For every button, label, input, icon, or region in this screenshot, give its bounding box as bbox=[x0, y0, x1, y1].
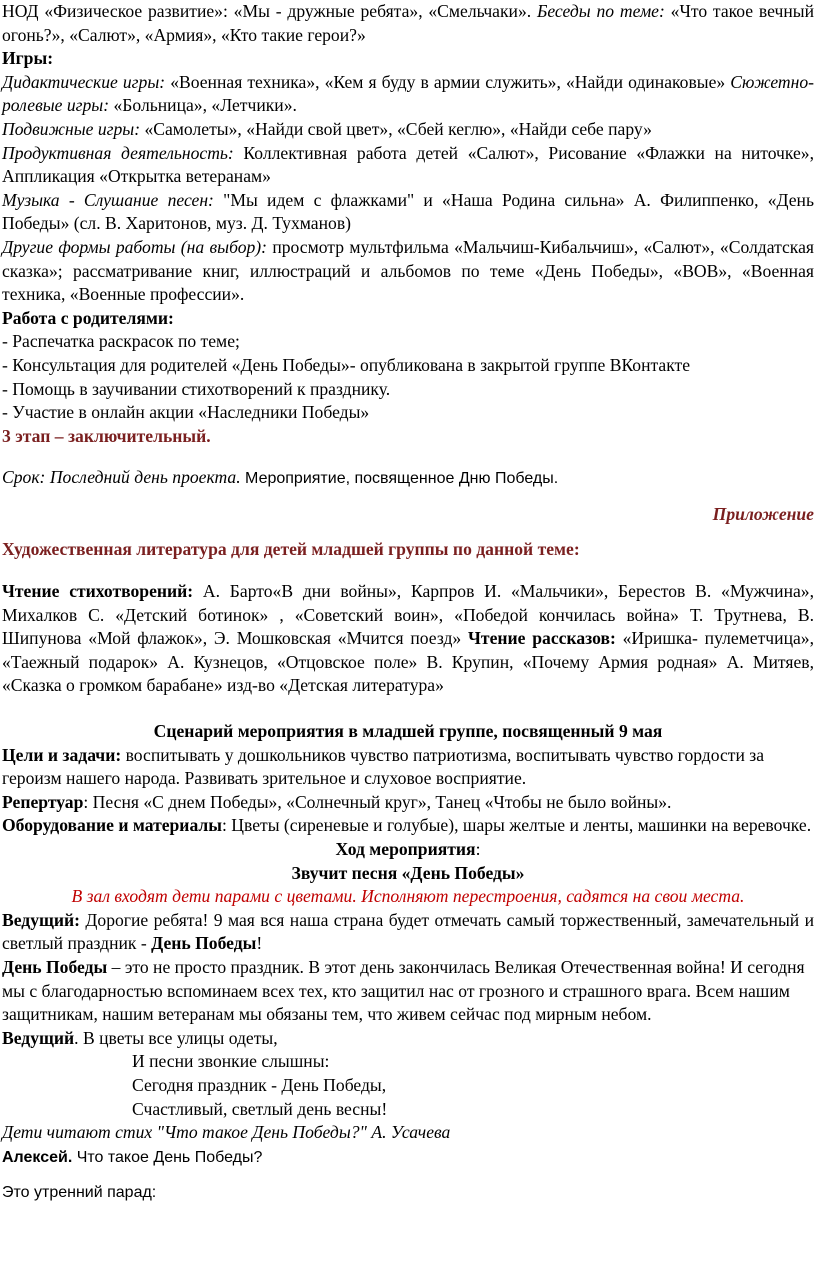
music-text: "Мы идем с флажками" и «Наша Родина сильна» А. Филиппенко, «День Победы» (сл. В. Харитонов, муз. Д. Тухманов) bbox=[2, 189, 814, 234]
term-paragraph bbox=[2, 466, 814, 491]
poem-line: Счастливый, светлый день весны! bbox=[132, 1098, 388, 1119]
parents-item: - Участие в онлайн акции «Наследники Победы» bbox=[2, 402, 370, 423]
term-text: Мероприятие, посвященное Дню Победы. bbox=[240, 470, 559, 488]
other-text: просмотр мультфильма «Мальчиш-Кибальчиш», «Салют», «Солдатская сказка»; рассматривание книг, иллюстраций и альбомов по теме «День Победы», «ВОВ», «Военная техника, «Военные профессии». bbox=[2, 236, 814, 305]
equipment-label: Оборудование и материалы bbox=[2, 815, 222, 836]
host-label: Ведущий: bbox=[2, 909, 80, 930]
active-label: Подвижные игры: bbox=[2, 118, 141, 139]
host2-paragraph bbox=[2, 1027, 814, 1051]
course-colon: : bbox=[475, 839, 481, 859]
course-label: Ход мероприятия bbox=[335, 839, 476, 859]
course-heading bbox=[2, 838, 814, 862]
host-text: Дорогие ребята! 9 мая вся наша страна будет отмечать самый торжественный, замечательный и светлый праздник - bbox=[2, 909, 814, 954]
parents-heading: Работа с родителями: bbox=[2, 307, 174, 328]
stage3-heading: 3 этап – заключительный. bbox=[2, 425, 211, 446]
host2-text: . В цветы все улицы одеты, bbox=[74, 1027, 278, 1048]
equipment-text: : Цветы (сиреневые и голубые), шары желтые и ленты, машинки на веревочке. bbox=[222, 815, 812, 836]
productive-text: Коллективная работа детей «Салют», Рисование «Флажки на ниточке», Аппликация «Открытка ветеранам» bbox=[2, 142, 815, 187]
children-read-line: Дети читают стих "Что такое День Победы?" А. Усачева bbox=[2, 1122, 451, 1143]
song-line: Звучит песня «День Победы» bbox=[291, 862, 525, 883]
literature-paragraph bbox=[2, 580, 814, 698]
music-paragraph bbox=[2, 189, 814, 236]
intro-paragraph bbox=[2, 0, 814, 47]
victory-bold: День Победы bbox=[2, 956, 108, 977]
talks-text: «Что такое вечный огонь?», «Салют», «Армия», «Кто такие герои?» bbox=[2, 1, 814, 45]
poems-label: Чтение стихотворений: bbox=[2, 581, 194, 602]
stage-direction: В зал входят дети парами с цветами. Исполняют перестроения, садятся на свои места. bbox=[71, 886, 745, 907]
talks-label: Беседы по теме: bbox=[536, 1, 665, 21]
parents-item: - Консультация для родителей «День Победы»- опубликована в закрытой группе ВКонтакте bbox=[2, 354, 691, 375]
repertoire-paragraph bbox=[2, 791, 814, 815]
host-paragraph bbox=[2, 909, 814, 956]
victory-paragraph bbox=[2, 956, 814, 1027]
didactic-label: Дидактические игры: bbox=[2, 71, 166, 92]
music-label: Музыка - Слушание песен: bbox=[2, 189, 214, 210]
didactic-games-paragraph bbox=[2, 71, 814, 118]
didactic-text: «Военная техника», «Кем я буду в армии служить», «Найди одинаковые» bbox=[165, 71, 731, 92]
term-label: Срок: Последний день проекта. bbox=[2, 467, 241, 488]
poems-text: А. Барто«В дни войны», Карпров И. «Мальчики», Берестов В. «Мужчина», Михалков С. «Детский ботинок» , «Советский воин», «Победой кончилась война» Т. Трутнева, В. Шипунова «Мой флажок», Э. Мошковская «Мчится поезд» bbox=[2, 581, 814, 649]
alexey-text: Что такое День Победы? bbox=[72, 1148, 263, 1166]
victory-text: – это не просто праздник. В этот день закончилась Великая Отечественная война! И сегодня мы с благодарностью вспоминаем всех тех, кто защитил нас от грозного и страшного врага. Всем нашим защитникам, нашим ветеранам мы обязаны тем, что живем сейчас под мирным небом. bbox=[2, 956, 805, 1025]
other-label: Другие формы работы (на выбор): bbox=[2, 236, 267, 257]
alexey-line bbox=[2, 1145, 814, 1171]
equipment-paragraph bbox=[2, 814, 814, 838]
stories-text: «Иришка- пулеметчица», «Таежный подарок» А. Кузнецов, «Отцовское поле» В. Крупин, «Почему Армия родная» А. Митяев, «Сказка о громком барабане» изд-во «Детская литература» bbox=[2, 628, 814, 696]
host-end: ! bbox=[256, 933, 263, 954]
stories-label: Чтение рассказов: bbox=[468, 628, 616, 649]
parents-item: - Распечатка раскрасок по теме; bbox=[2, 331, 240, 352]
parents-item: - Помощь в заучивании стихотворений к празднику. bbox=[2, 378, 391, 399]
goals-text: воспитывать у дошкольников чувство патриотизма, воспитывать чувство гордости за героизм нашего народа. Развивать зрительное и слуховое восприятие. bbox=[2, 744, 765, 789]
games-heading: Игры: bbox=[2, 48, 54, 69]
poem-line: Сегодня праздник - День Победы, bbox=[132, 1074, 387, 1095]
host-bold: День Победы bbox=[151, 933, 257, 954]
productive-label: Продуктивная деятельность: bbox=[2, 142, 234, 163]
alexey-label: Алексей. bbox=[2, 1148, 73, 1166]
host2-label: Ведущий bbox=[2, 1027, 75, 1048]
productive-paragraph bbox=[2, 142, 814, 189]
goals-paragraph bbox=[2, 744, 814, 791]
goals-label: Цели и задачи: bbox=[2, 744, 122, 765]
active-games-paragraph bbox=[2, 118, 814, 142]
repertoire-text: : Песня «С днем Победы», «Солнечный круг», Танец «Чтобы не было войны». bbox=[83, 791, 672, 812]
roleplay-text: «Больница», «Летчики». bbox=[109, 95, 297, 116]
roleplay-label: Сюжетно-ролевые игры: bbox=[2, 71, 814, 116]
literature-heading: Художественная литература для детей младшей группы по данной теме: bbox=[2, 539, 580, 560]
active-text: «Самолеты», «Найди свой цвет», «Сбей кеглю», «Найди себе пару» bbox=[140, 118, 652, 139]
other-forms-paragraph bbox=[2, 236, 814, 307]
poem-line: И песни звонкие слышны: bbox=[132, 1051, 330, 1072]
repertoire-label: Репертуар bbox=[2, 791, 84, 812]
last-line: Это утренний парад: bbox=[2, 1183, 157, 1201]
appendix-label: Приложение bbox=[712, 503, 814, 524]
intro-text: НОД «Физическое развитие»: «Мы - дружные ребята», «Смельчаки». bbox=[2, 1, 537, 21]
scenario-title: Сценарий мероприятия в младшей группе, посвященный 9 мая bbox=[153, 721, 663, 742]
